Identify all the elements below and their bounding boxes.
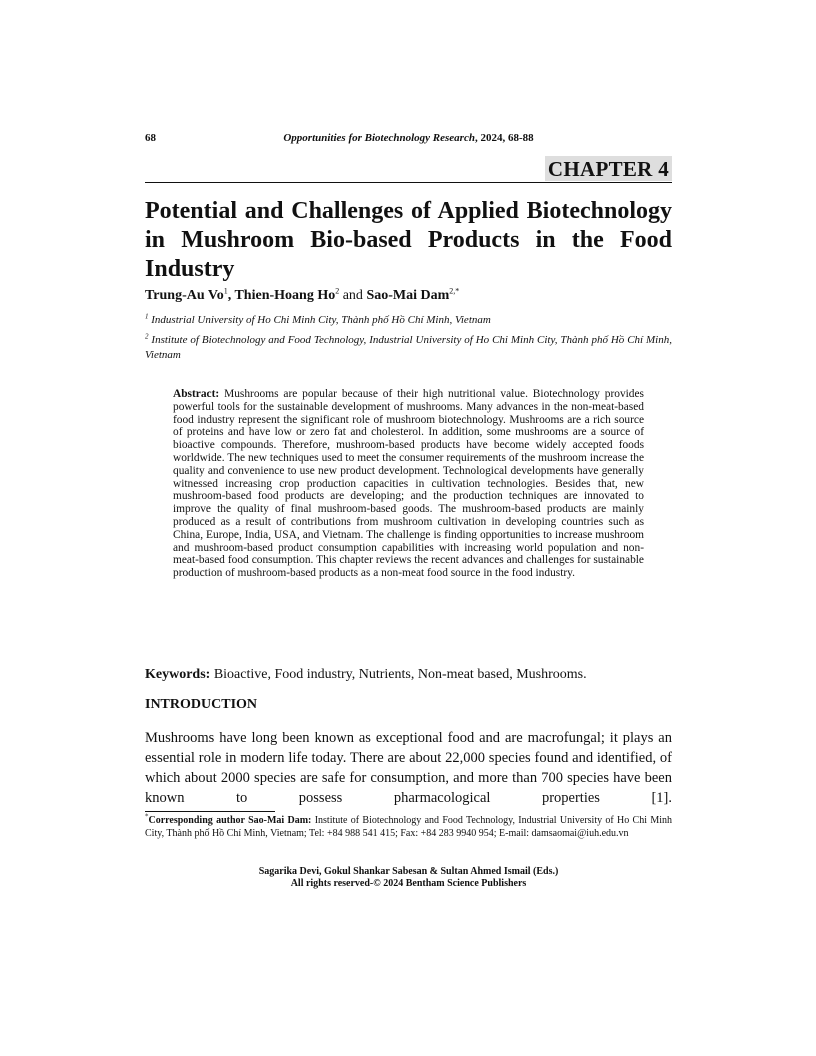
running-head — [145, 132, 672, 148]
section-heading: INTRODUCTION — [145, 697, 258, 712]
chapter-title: Potential and Challenges of Applied Biotechnology in Mushroom Bio-based Products in the Food Industry — [145, 198, 672, 282]
affiliation — [145, 333, 672, 363]
footnote-label: Corresponding author Sao-Mai Dam: — [148, 815, 312, 826]
editors-line: Sagarika Devi, Gokul Shankar Sabesan & Sultan Ahmed Ismail (Eds.) — [258, 866, 559, 877]
keywords-label: Keywords: — [145, 667, 211, 682]
footnote-marker: * — [145, 812, 149, 821]
author-separator: , — [227, 288, 235, 303]
chapter-divider — [145, 182, 672, 183]
affiliation-marker: 2 — [145, 332, 149, 341]
journal-name: Opportunities for Biotechnology Research — [283, 132, 475, 144]
affiliation-text: Institute of Biotechnology and Food Technology, Industrial University of Ho Chi Minh City, Thành phố Hồ Chí Minh, Vietnam — [145, 334, 672, 361]
author-separator: and — [339, 288, 367, 303]
author-affiliation-marker: 1 — [223, 286, 228, 296]
author-name: Sao-Mai Dam — [366, 288, 450, 303]
footnote-divider — [145, 811, 275, 812]
copyright-line: All rights reserved-© 2024 Bentham Science Publishers — [290, 878, 527, 889]
journal-citation — [145, 132, 672, 144]
abstract — [173, 388, 644, 580]
abstract-label: Abstract: — [173, 388, 220, 400]
affiliation-text: Industrial University of Ho Chi Minh City, Thành phố Hồ Chí Minh, Vietnam — [148, 314, 491, 326]
introduction-paragraph: Mushrooms have long been known as exceptional food and are macrofungal; it plays an essential role in modern life today. There are about 22,000 species found and identified, of which about 2000 species are safe for consumption, and more than 700 species have been known to possess pharmacological properties [1]. — [145, 730, 672, 806]
keywords — [145, 667, 672, 683]
affiliation-marker: 1 — [145, 312, 149, 321]
author-list — [145, 288, 672, 304]
footnote — [145, 814, 672, 840]
author-affiliation-marker: 2,* — [449, 286, 460, 296]
keywords-text: Bioactive, Food industry, Nutrients, Non-meat based, Mushrooms. — [210, 667, 587, 682]
publisher-info — [145, 866, 672, 890]
author-name: Thien-Hoang Ho — [234, 288, 336, 303]
affiliation — [145, 313, 672, 328]
footnote-text: Institute of Biotechnology and Food Technology, Industrial University of Ho Chi Minh City, Thành phố Hồ Chí Minh, Vietnam; Tel: +84 988 541 415; Fax: +84 283 9940 954; E-mail: damsaomai@iuh.edu.vn — [145, 815, 672, 839]
abstract-text: Mushrooms are popular because of their high nutritional value. Biotechnology provides powerful tools for the sustainable development of mushrooms. Many advances in the non-meat-based food industry represent the significant role of mushroom biotechnology. Mushrooms are a rich source of proteins and have low or zero fat and cholesterol. In addition, some mushrooms are a source of bioactive compounds. Therefore, mushroom-based products have become widely accepted foods worldwide. The new techniques used to meet the consumer requirements of the mushroom increase the quality and convenience to use new product development. Technological developments have generally witnessed increasing crop production capacities in cultivation technologies. Besides that, new mushroom-based food products are developing; and the production techniques are innovated to improve the quality of final mushroom-based goods. The mushroom-based products are mainly produced as a result of contributions from mushroom cultivation in developing countries such as China, Europe, India, USA, and Vietnam. The challenge is finding opportunities to increase mushroom and mushroom-based product consumption capabilities with increasing world population and non-meat-based food consumption. This chapter reviews the recent advances and challenges for sustainable production of mushroom-based products as a non-meat food source in the food industry. — [173, 388, 644, 580]
author-affiliation-marker: 2 — [335, 286, 340, 296]
author-name: Trung-Au Vo — [145, 288, 224, 303]
page-number: 68 — [145, 132, 156, 144]
journal-details: , 2024, 68-88 — [474, 132, 534, 144]
chapter-label: CHAPTER 4 — [545, 156, 672, 181]
